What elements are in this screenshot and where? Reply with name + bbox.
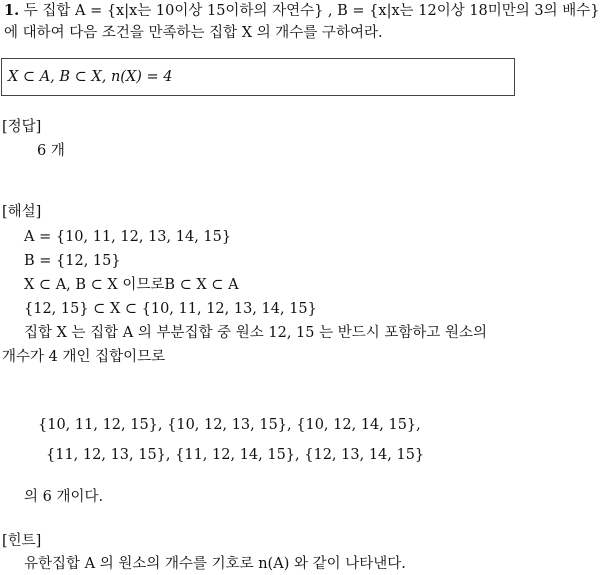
explanation-line-4: {12, 15} ⊂ X ⊂ {10, 11, 12, 13, 14, 15} [24, 301, 317, 317]
explanation-conclusion: 의 6 개이다. [24, 489, 104, 505]
answer-value: 6 개 [37, 143, 65, 159]
condition-text: X ⊂ A, B ⊂ X, n(X) = 4 [8, 69, 173, 85]
explanation-line-2: B = {12, 15} [24, 253, 121, 269]
explanation-line-6: 개수가 4 개인 집합이므로 [2, 349, 166, 365]
problem-number: 1. [4, 2, 20, 19]
condition-box [1, 58, 515, 96]
problem-text-1: 두 집합 A = {x|x는 10이상 15이하의 자연수} , B = {x|x는 12이상 18미만의 3의 배수} [23, 3, 600, 19]
sets-row-2: {11, 12, 13, 15}, {11, 12, 14, 15}, {12, 13, 14, 15} [46, 447, 425, 463]
explanation-heading: [해설] [2, 204, 42, 220]
sets-row-1: {10, 11, 12, 15}, {10, 12, 13, 15}, {10, 12, 14, 15}, [38, 417, 421, 433]
explanation-line-5: 집합 X 는 집합 A 의 부분집합 중 원소 12, 15 는 반드시 포함하고 원소의 [24, 325, 487, 341]
explanation-line-1: A = {10, 11, 12, 13, 14, 15} [24, 229, 232, 245]
problem-line-2: 에 대하여 다음 조건을 만족하는 집합 X 의 개수를 구하여라. [4, 25, 383, 41]
hint-text: 유한집합 A 의 원소의 개수를 기호로 n(A) 와 같이 나타낸다. [24, 556, 406, 572]
explanation-line-3: X ⊂ A, B ⊂ X 이므로B ⊂ X ⊂ A [24, 277, 239, 293]
answer-heading: [정답] [2, 119, 42, 135]
hint-heading: [힌트] [2, 533, 42, 549]
problem-line-1 [4, 0, 599, 22]
